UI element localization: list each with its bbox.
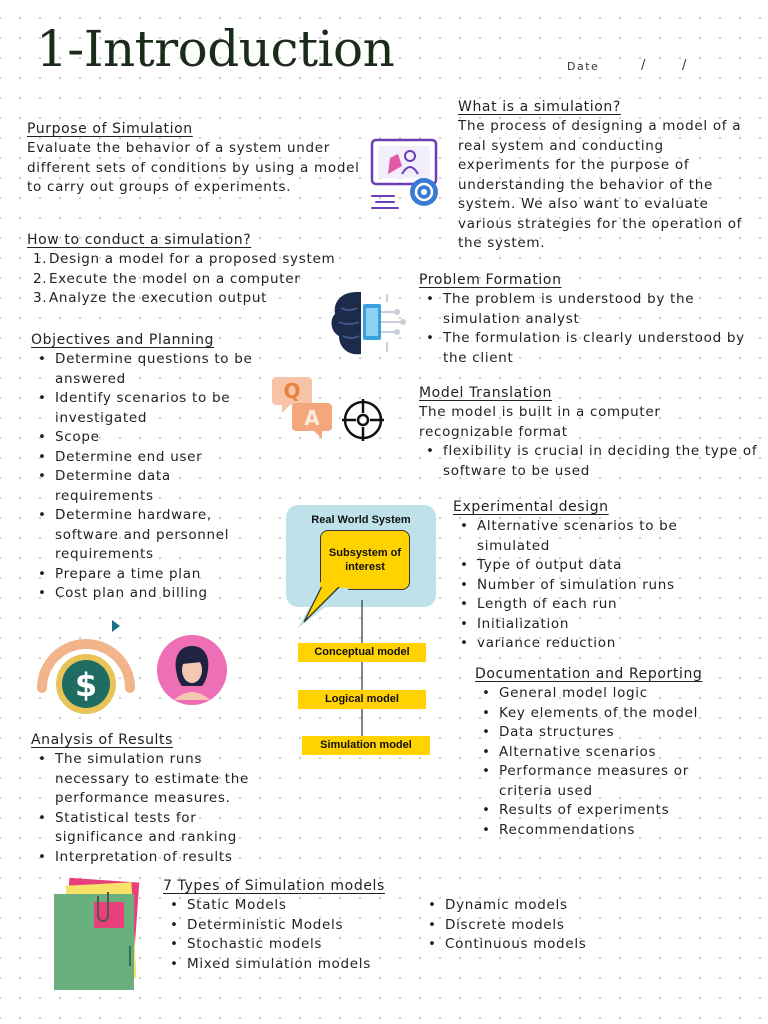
list-item: • Static Models [163,896,443,916]
dollar-sign: $ [74,666,98,704]
page-title: 1-Introduction [36,20,395,78]
list-item: 3. Analyze the execution output [33,290,268,306]
list-item: • Determine hardware, software and personnel requirements [31,506,271,565]
purpose-text: Evaluate the behavior of a system under different sets of conditions by using a model to carry out groups of experiments. [27,140,360,195]
conduct-section [27,231,372,309]
list-item: • Recommendations [475,821,760,841]
list-item: • Scope [31,428,271,448]
list-item: • Number of simulation runs [453,576,753,596]
list-item: • Determine data requirements [31,467,271,506]
list-item: • Prepare a time plan [31,565,271,585]
date-slash: / [682,58,687,73]
logical-model-box: Logical model [298,690,426,709]
analysis-section [31,731,276,867]
qa-chat-icon [272,373,334,443]
list-item: • Data structures [475,723,760,743]
types-right-column [421,896,641,955]
list-item: • Alternative scenarios [475,743,760,763]
sticky-notes-icon [50,876,146,992]
list-item: • Determine questions to be answered [31,350,271,389]
documentation-section [475,665,760,840]
documentation-list [475,684,760,840]
conduct-heading: How to conduct a simulation? [27,232,252,248]
list-item: • Key elements of the model [475,704,760,724]
real-world-system-label: Real World System [311,514,411,526]
list-item: • The problem is understood by the simulation analyst [419,290,759,329]
what-text: The process of designing a model of a real system and conducting experiments for the purpose of understanding the behavior of the system. We also want to evaluate various strategies for the operation of the system. [458,118,743,251]
list-item: • flexibility is crucial in deciding the type of software to be used [419,442,764,481]
subsystem-label: Subsystem of interest [328,547,402,573]
types-list-left [163,896,443,974]
objectives-section [31,331,271,604]
list-item: 2. Execute the model on a computer [33,270,301,287]
translation-list [419,442,764,481]
list-item: • Stochastic models [163,935,443,955]
qa-a-letter: A [304,406,320,430]
date-slash: / [641,58,646,73]
list-item: • Alternative scenarios to be simulated [453,517,702,556]
translation-section [419,384,764,481]
qa-q-letter: Q [283,379,301,403]
brain-chip-icon [327,286,409,362]
list-item: • Results of experiments [475,801,760,821]
list-item: • Dynamic models [421,896,641,916]
types-heading: 7 Types of Simulation models [163,878,385,894]
date-label: Date [567,60,600,73]
list-item: • Performance measures or criteria used [475,762,714,801]
simulation-model-box: Simulation model [302,736,430,755]
experimental-list [453,517,753,654]
list-item: • Initialization [453,615,753,635]
purpose-section [27,120,362,198]
experimental-section [453,498,753,654]
what-section [458,98,758,254]
end-user-avatar-icon [156,634,228,706]
list-item: • Type of output data [453,556,753,576]
experimental-heading: Experimental design [453,499,609,515]
list-item: • Determine end user [31,448,271,468]
what-heading: What is a simulation? [458,99,621,115]
types-section [163,877,443,974]
purpose-heading: Purpose of Simulation [27,121,193,137]
list-item: 1. Design a model for a proposed system [33,251,336,267]
target-crosshair-icon [341,398,385,442]
documentation-heading: Documentation and Reporting [475,666,703,682]
list-item: • Discrete models [421,916,641,936]
translation-heading: Model Translation [419,385,552,401]
list-item: • Length of each run [453,595,753,615]
list-item: • Statistical tests for significance and ranking [31,809,276,848]
list-item: • Deterministic Models [163,916,443,936]
analysis-list [31,750,276,867]
objectives-list [31,350,271,604]
problem-section [419,271,759,368]
objectives-heading: Objectives and Planning [31,332,215,348]
cost-gauge-dollar-icon [34,616,138,720]
analysis-heading: Analysis of Results [31,732,174,748]
conduct-list [27,250,372,309]
list-item: • Cost plan and billing [31,584,271,604]
list-item: • The formulation is clearly understood by the client [419,329,759,368]
types-list-right [421,896,641,955]
list-item: • General model logic [475,684,760,704]
translation-text: The model is built in a computer recognizable format [419,404,661,440]
problem-heading: Problem Formation [419,272,562,288]
list-item: • variance reduction [453,634,753,654]
simulation-computer-icon [368,136,448,216]
list-item: • Mixed simulation models [163,955,443,975]
list-item: • Interpretation of results [31,848,276,868]
list-item: • Identify scenarios to be investigated [31,389,271,428]
list-item: • The simulation runs necessary to estimate the performance measures. [31,750,276,809]
list-item: • Continuous models [421,935,641,955]
problem-list [419,290,759,368]
conceptual-model-box: Conceptual model [298,643,426,662]
